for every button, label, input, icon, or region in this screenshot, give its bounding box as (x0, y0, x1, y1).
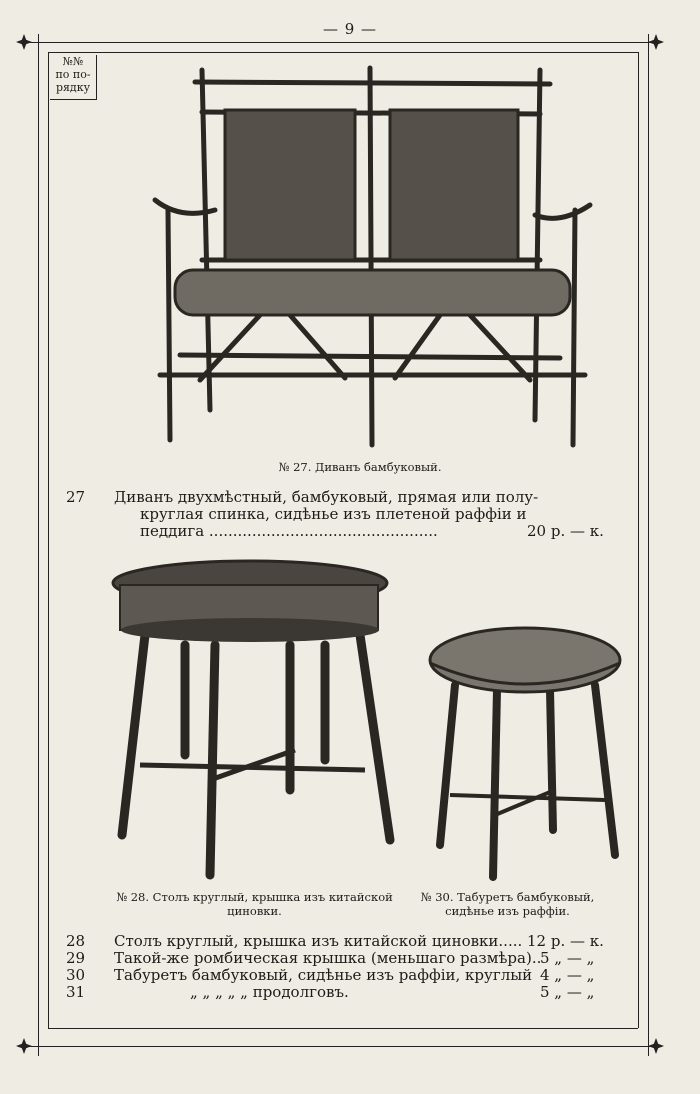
sofa-caption: № 27. Диванъ бамбуковый. (278, 460, 442, 474)
column-header (50, 55, 97, 100)
corner-ornament-icon (15, 1037, 33, 1055)
entry-price: 4 „ — „ (540, 966, 595, 984)
table-caption: № 28. Столъ круглый, крышка изъ китайской циновки. (116, 890, 393, 918)
column-header-line: по по- (55, 68, 91, 81)
entry-line: Диванъ двухмѣстный, бамбуковый, прямая или полу- (114, 488, 539, 506)
entry-number: 30 (66, 966, 86, 984)
corner-ornament-icon (15, 33, 33, 51)
stool-caption: № 30. Табуретъ бамбуковый, сидѣнье изъ раффiи. (420, 890, 595, 918)
frame-inner-left-line (48, 52, 49, 1028)
stool-illustration (425, 615, 625, 885)
corner-ornament-icon (647, 1037, 665, 1055)
entry-price: 20 р. — к. (527, 522, 604, 540)
table-illustration (110, 555, 395, 885)
column-header-line: рядку (55, 81, 91, 94)
frame-inner-top-line (48, 52, 638, 53)
corner-ornament-icon (647, 33, 665, 51)
entry-text: „ „ „ „ „ продолговъ. (190, 983, 349, 1001)
entry-text: Столъ круглый, крышка изъ китайской циновки..... (114, 932, 523, 950)
frame-left-line (38, 34, 39, 1056)
entry-number: 27 (66, 488, 86, 506)
entry-number: 31 (66, 983, 86, 1001)
entry-number: 29 (66, 949, 86, 967)
entry-price: 5 „ — „ (540, 949, 595, 967)
frame-inner-right-line (638, 52, 639, 1028)
entry-price: 5 „ — „ (540, 983, 595, 1001)
entry-text: Такой-же ромбическая крышка (меньшаго размѣра).. (114, 949, 542, 967)
column-header-line: №№ (62, 55, 84, 68)
entry-price: 12 р. — к. (527, 932, 604, 950)
frame-top-line (18, 42, 662, 43)
entry-line: педдига ................................................ (140, 522, 438, 540)
frame-bottom-line (18, 1046, 662, 1047)
entry-number: 28 (66, 932, 86, 950)
frame-inner-bottom-line (48, 1028, 638, 1029)
frame-right-line (648, 34, 649, 1056)
page-number: — 9 — (322, 20, 378, 38)
sofa-illustration (140, 60, 600, 455)
entry-line: круглая спинка, сидѣнье изъ плетеной раффiи и (140, 505, 527, 523)
entry-text: Табуретъ бамбуковый, сидѣнье изъ раффiи, круглый (114, 966, 533, 984)
